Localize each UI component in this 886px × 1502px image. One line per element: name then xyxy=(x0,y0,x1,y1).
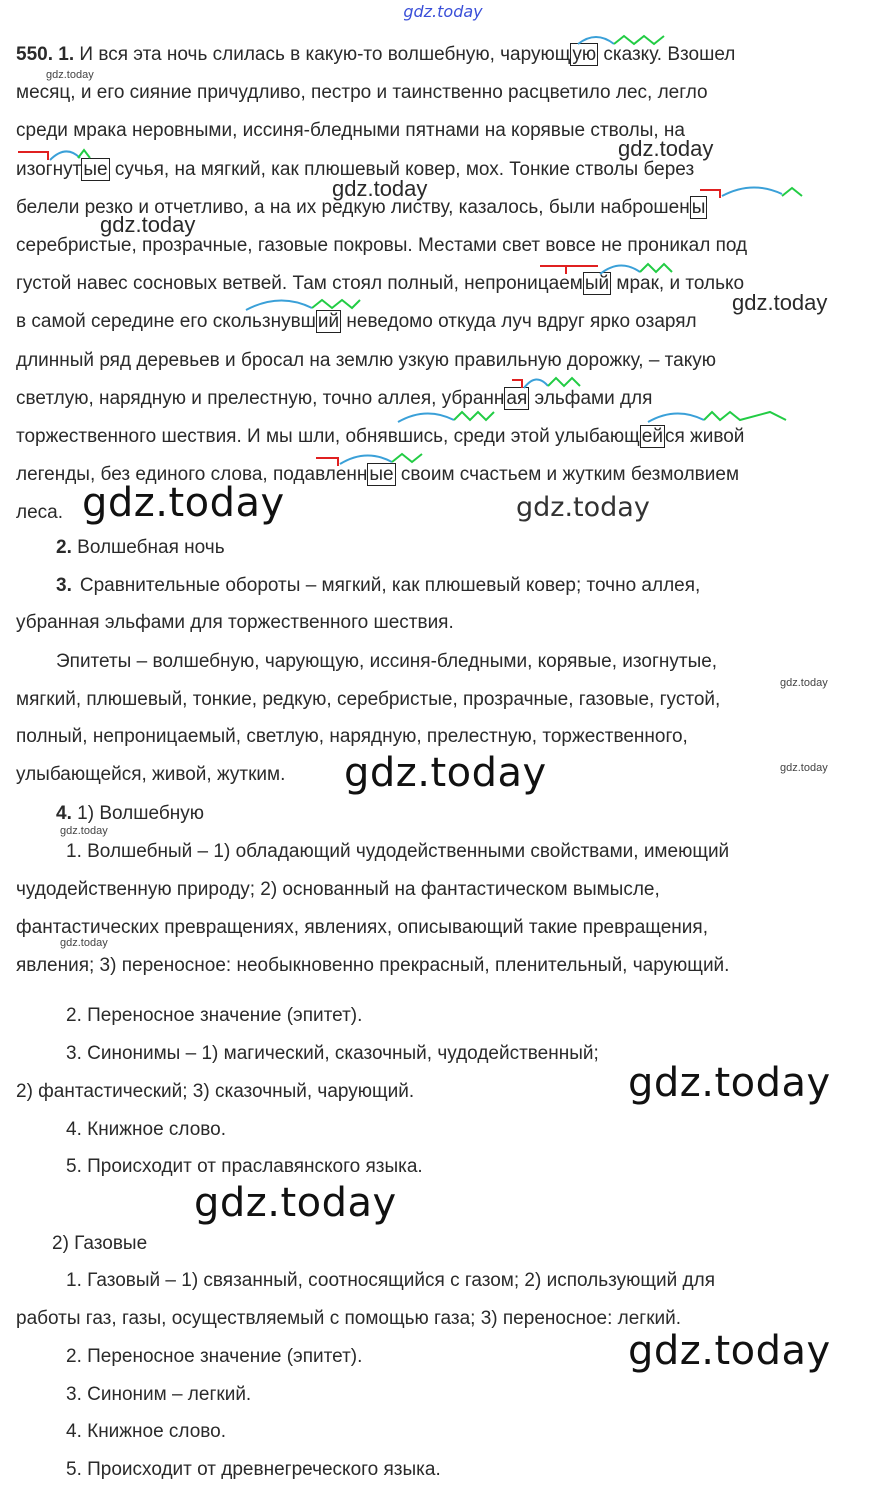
watermark: gdz.today xyxy=(82,480,285,526)
task1-line-8: в самой середине его скользнувш ий неведомо откуда луч вдруг ярко озарял xyxy=(16,311,697,333)
root-arc-mark xyxy=(398,413,454,422)
suffix-mark xyxy=(614,36,664,44)
task1-line-1: 550. 1. И вся эта ночь слилась в какую-то волшебную, чарующ ую сказку. Взошел xyxy=(16,44,736,65)
suffix-mark xyxy=(312,300,360,308)
prefix-mark xyxy=(316,458,338,466)
prefix-mark xyxy=(700,190,720,198)
suffix-mark xyxy=(782,188,802,196)
task1-line-11: торжественного шествия. И мы шли, обнявшись, среди этой улыбающ ей ся живой xyxy=(16,425,745,447)
task1-line-13: леса. xyxy=(16,502,63,524)
suffix-mark xyxy=(78,150,90,158)
task1-line-3: среди мрака неровными, иссиня-бледными пятнами на корявые стволы, на xyxy=(16,120,685,142)
watermark: gdz.today xyxy=(60,937,108,949)
root-arc-mark xyxy=(246,300,312,310)
task1-line-10: светлую, нарядную и прелестную, точно аллея, убранн ая эльфами для xyxy=(16,387,653,409)
epithets-line-2: мягкий, плюшевый, тонкие, редкую, серебристые, прозрачные, газовые, густой, xyxy=(16,689,721,710)
word2-item-5: 5. Происходит от древнегреческого языка. xyxy=(66,1459,441,1480)
site-watermark-top: gdz.today xyxy=(403,2,483,21)
watermark: gdz.today xyxy=(194,1180,397,1226)
watermark: gdz.today xyxy=(344,750,547,796)
suffix-mark xyxy=(548,378,580,386)
task1-line-2: месяц, и его сияние причудливо, пестро и таинственно расцветило лес, легло xyxy=(16,82,708,104)
word1-item-2: 2. Переносное значение (эпитет). xyxy=(66,1005,363,1026)
task2: 2. Волшебная ночь xyxy=(56,537,225,558)
task1-line-12: легенды, без единого слова, подавленн ые своим счастьем и жутким безмолвием xyxy=(16,464,740,486)
suffix-mark xyxy=(640,264,672,272)
task3-line-2: убранная эльфами для торжественного шествия. xyxy=(16,612,454,633)
task4-word1-title: 4. 1) Волшебную xyxy=(56,803,204,824)
watermark: gdz.today xyxy=(618,136,714,161)
root-arc-mark xyxy=(340,455,392,464)
exercise-number: 550. xyxy=(16,44,53,65)
watermark: gdz.today xyxy=(100,212,196,237)
suffix-mark xyxy=(392,454,422,462)
task1-number: 1. xyxy=(58,44,75,65)
word2-item-4: 4. Книжное слово. xyxy=(66,1421,227,1442)
watermark: gdz.today xyxy=(628,1328,831,1374)
root-arc-mark xyxy=(524,379,548,388)
watermark: gdz.today xyxy=(780,762,828,774)
suffix-mark xyxy=(704,412,786,420)
task4-word2-title: 2) Газовые xyxy=(52,1233,148,1254)
watermark: gdz.today xyxy=(60,825,108,837)
watermark: gdz.today xyxy=(780,677,828,689)
root-arc-mark xyxy=(50,151,80,160)
task1-line-5: белели резко и отчетливо, а на их редкую листву, казалось, были наброшен ы xyxy=(16,196,706,218)
watermark: gdz.today xyxy=(628,1060,831,1106)
prefix-mark xyxy=(18,152,48,160)
prefix-mark xyxy=(512,380,522,388)
watermark: gdz.today xyxy=(732,290,828,315)
watermark: gdz.today xyxy=(46,69,94,81)
root-arc-mark xyxy=(648,413,704,422)
task1-line-6: серебристые, прозрачные, газовые покровы. Местами свет вовсе не проникал под xyxy=(16,234,748,256)
root-arc-mark xyxy=(722,187,782,196)
morpheme-marks xyxy=(0,0,886,520)
word2-item-2: 2. Переносное значение (эпитет). xyxy=(66,1346,363,1367)
word2-def-line-1: 1. Газовый – 1) связанный, соотносящийся с газом; 2) использующий для xyxy=(66,1270,715,1291)
word1-item-4: 4. Книжное слово. xyxy=(66,1119,227,1140)
suffix-mark xyxy=(454,412,494,420)
watermark: gdz.today xyxy=(332,176,428,201)
word1-def-line-4: явления; 3) переносное: необыкновенно прекрасный, пленительный, чарующий. xyxy=(16,955,730,976)
word1-def-line-2: чудодейственную природу; 2) основанный на фантастическом вымысле, xyxy=(16,879,660,900)
word1-def-line-3: фантастических превращениях, явлениях, описывающий такие превращения, xyxy=(16,917,708,938)
word2-def-line-2: работы газ, газы, осуществляемый с помощью газа; 3) переносное: легкий. xyxy=(16,1308,682,1329)
word1-item-3: 3. Синонимы – 1) магический, сказочный, чудодейственный; xyxy=(66,1043,599,1064)
word1-item-5: 5. Происходит от праславянского языка. xyxy=(66,1156,423,1177)
word-charuyushchuyu: чарующ ую xyxy=(500,44,597,65)
root-arc-mark xyxy=(600,265,640,274)
task1-line-7: густой навес сосновых ветвей. Там стоял полный, непроницаем ый мрак, и только xyxy=(16,273,745,295)
epithets-line-1: Эпитеты – волшебную, чарующую, иссиня-бледными, корявые, изогнутые, xyxy=(56,651,718,672)
word1-def-line-1: 1. Волшебный – 1) обладающий чудодейственными свойствами, имеющий xyxy=(66,841,730,862)
word2-item-3: 3. Синоним – легкий. xyxy=(66,1384,252,1405)
epithets-line-4: улыбающейся, живой, жутким. xyxy=(16,764,286,785)
word1-item-3-cont: 2) фантастический; 3) сказочный, чарующий. xyxy=(16,1081,415,1102)
task3-line-1: 3. Сравнительные обороты – мягкий, как плюшевый ковер; точно аллея, xyxy=(56,575,701,596)
watermark: gdz.today xyxy=(516,492,650,523)
task1-line-9: длинный ряд деревьев и бросал на землю узкую правильную дорожку, – такую xyxy=(16,349,717,371)
task1-line-4: изогнут ые сучья, на мягкий, как плюшевый ковер, мох. Тонкие стволы берез xyxy=(16,158,695,180)
epithets-line-3: полный, непроницаемый, светлую, нарядную, прелестную, торжественного, xyxy=(16,726,688,747)
root-arc-mark xyxy=(578,37,614,44)
